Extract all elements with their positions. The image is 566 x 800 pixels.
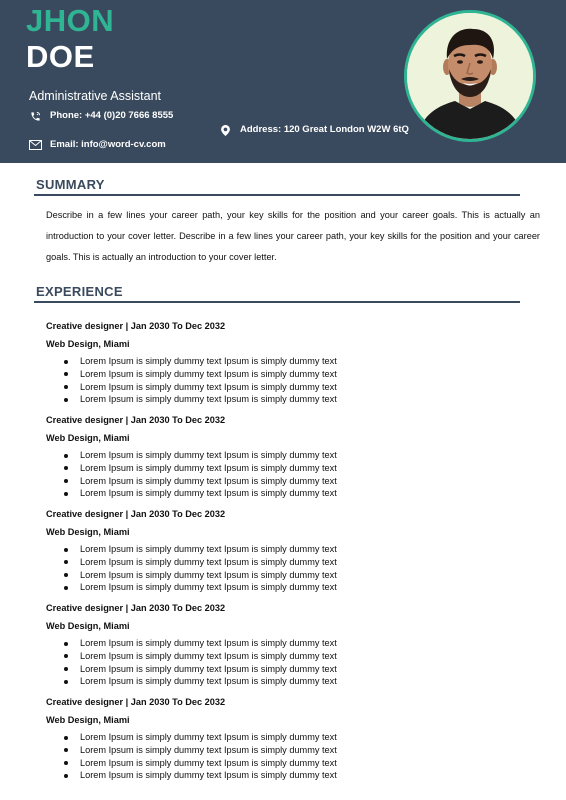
- job-entry: [46, 602, 526, 696]
- job-company: Web Design, Miami: [46, 527, 130, 537]
- profile-photo: [404, 10, 536, 142]
- email-text[interactable]: Email: info@word-cv.com: [50, 139, 166, 150]
- experience-heading: EXPERIENCE: [36, 284, 123, 299]
- job-entry: [46, 414, 526, 508]
- list-item: Lorem Ipsum is simply dummy text Ipsum is simply dummy text: [80, 757, 526, 770]
- summary-text: Describe in a few lines your career path, your key skills for the position and your career goals. This is actually an introduction to your cover letter. Describe in a few lines your career path, your key skills for the position and your career goals. This is actually an introduction to your cover letter.: [46, 210, 540, 262]
- phone-text[interactable]: Phone: +44 (0)20 7666 8555: [50, 110, 174, 121]
- job-heading: Creative designer | Jan 2030 To Dec 2032: [46, 697, 226, 707]
- experience-list: [46, 320, 526, 790]
- summary-heading: SUMMARY: [36, 177, 105, 192]
- list-item: Lorem Ipsum is simply dummy text Ipsum is simply dummy text: [80, 475, 526, 488]
- job-company: Web Design, Miami: [46, 339, 130, 349]
- contact-phone: [28, 110, 173, 122]
- list-item: Lorem Ipsum is simply dummy text Ipsum is simply dummy text: [80, 543, 526, 556]
- job-heading: Creative designer | Jan 2030 To Dec 2032: [46, 321, 226, 331]
- last-name: DOE: [26, 39, 95, 74]
- contact-address: [218, 124, 409, 136]
- list-item: Lorem Ipsum is simply dummy text Ipsum is simply dummy text: [80, 769, 526, 782]
- header-band: [0, 0, 566, 163]
- portrait-illustration: [407, 13, 533, 139]
- list-item: Lorem Ipsum is simply dummy text Ipsum is simply dummy text: [80, 663, 526, 676]
- list-item: Lorem Ipsum is simply dummy text Ipsum is simply dummy text: [80, 675, 526, 688]
- job-bullets: [46, 731, 526, 782]
- list-item: Lorem Ipsum is simply dummy text Ipsum is simply dummy text: [80, 556, 526, 569]
- list-item: Lorem Ipsum is simply dummy text Ipsum is simply dummy text: [80, 355, 526, 368]
- job-bullets: [46, 637, 526, 688]
- job-company: Web Design, Miami: [46, 433, 130, 443]
- list-item: Lorem Ipsum is simply dummy text Ipsum is simply dummy text: [80, 449, 526, 462]
- first-name: JHON: [26, 3, 115, 38]
- job-heading: Creative designer | Jan 2030 To Dec 2032: [46, 415, 226, 425]
- job-bullets: [46, 355, 526, 406]
- list-item: Lorem Ipsum is simply dummy text Ipsum is simply dummy text: [80, 650, 526, 663]
- job-company: Web Design, Miami: [46, 621, 130, 631]
- job-entry: [46, 320, 526, 414]
- job-company: Web Design, Miami: [46, 715, 130, 725]
- contact-email: [28, 139, 166, 151]
- list-item: Lorem Ipsum is simply dummy text Ipsum is simply dummy text: [80, 744, 526, 757]
- job-heading: Creative designer | Jan 2030 To Dec 2032: [46, 509, 226, 519]
- phone-icon: [28, 110, 42, 122]
- job-bullets: [46, 449, 526, 500]
- address-text: Address: 120 Great London W2W 6tQ: [240, 124, 409, 135]
- list-item: Lorem Ipsum is simply dummy text Ipsum is simply dummy text: [80, 368, 526, 381]
- envelope-icon: [28, 139, 42, 151]
- list-item: Lorem Ipsum is simply dummy text Ipsum is simply dummy text: [80, 731, 526, 744]
- job-entry: [46, 508, 526, 602]
- experience-divider: [34, 301, 520, 303]
- list-item: Lorem Ipsum is simply dummy text Ipsum is simply dummy text: [80, 487, 526, 500]
- list-item: Lorem Ipsum is simply dummy text Ipsum is simply dummy text: [80, 381, 526, 394]
- job-title: Administrative Assistant: [29, 89, 161, 103]
- location-pin-icon: [218, 124, 232, 136]
- list-item: Lorem Ipsum is simply dummy text Ipsum is simply dummy text: [80, 569, 526, 582]
- summary-divider: [34, 194, 520, 196]
- job-heading: Creative designer | Jan 2030 To Dec 2032: [46, 603, 226, 613]
- job-bullets: [46, 543, 526, 594]
- list-item: Lorem Ipsum is simply dummy text Ipsum is simply dummy text: [80, 581, 526, 594]
- list-item: Lorem Ipsum is simply dummy text Ipsum is simply dummy text: [80, 637, 526, 650]
- list-item: Lorem Ipsum is simply dummy text Ipsum is simply dummy text: [80, 462, 526, 475]
- job-entry: [46, 696, 526, 790]
- list-item: Lorem Ipsum is simply dummy text Ipsum is simply dummy text: [80, 393, 526, 406]
